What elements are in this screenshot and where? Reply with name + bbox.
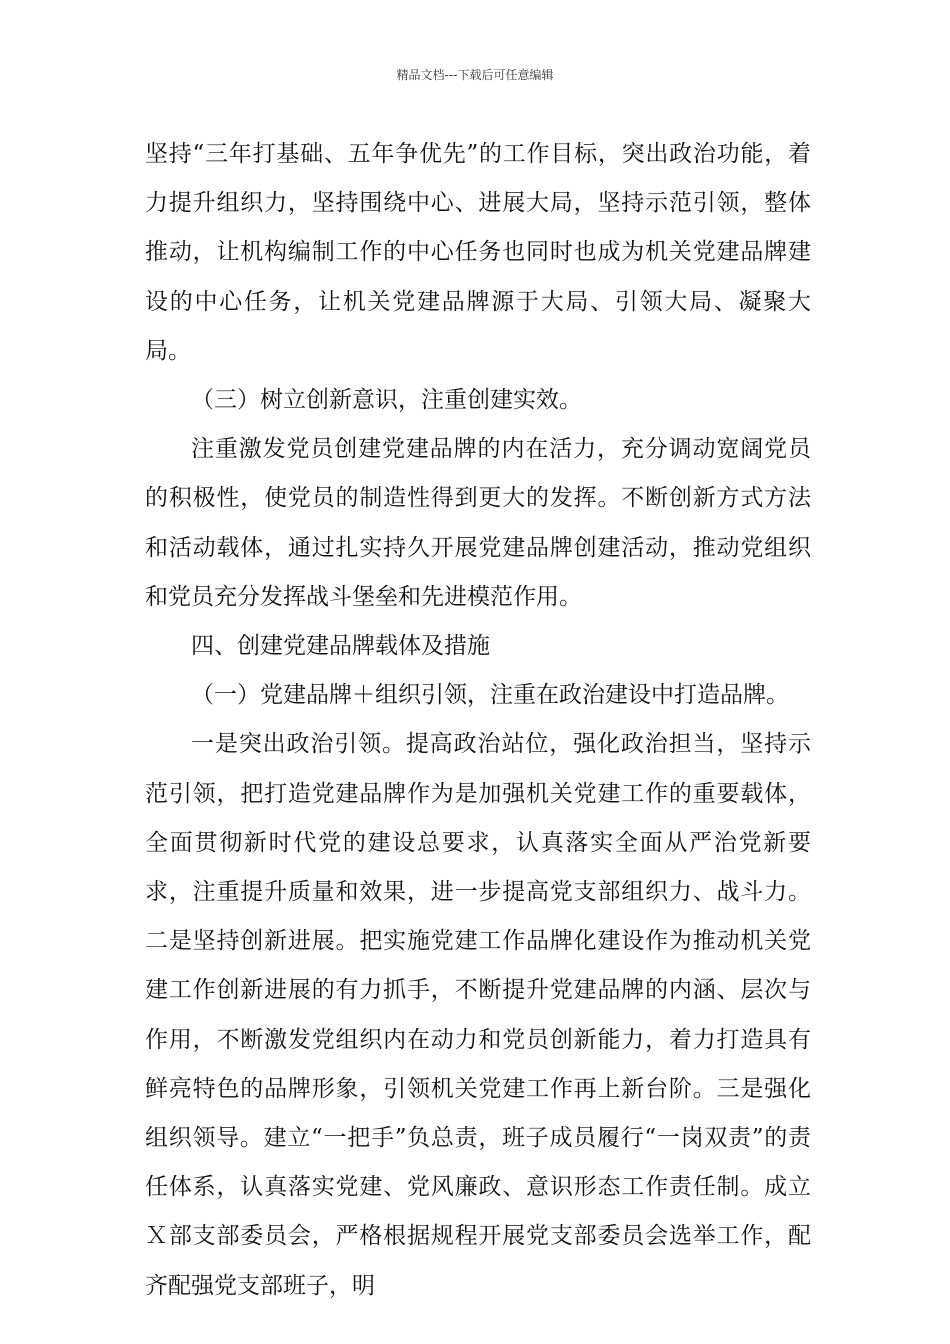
page-header: 精品文档---下载后可任意编辑	[396, 68, 554, 82]
paragraph: 注重激发党员创建党建品牌的内在活力，充分调动宽阔党员的积极性，使党员的制造性得到更大的发挥。不断创新方式方法和活动载体，通过扎实持久开展党建品牌创建活动，推动党组织和党员充分发挥战斗堡垒和先进模范作用。	[145, 436, 811, 610]
subsection-heading: （一）党建品牌＋组织引领，注重在政治建设中打造品牌。	[191, 682, 789, 709]
paragraph: 坚持“三年打基础、五年争优先”的工作目标，突出政治功能，着力提升组织力，坚持围绕中心、进展大局，坚持示范引领，整体推动，让机构编制工作的中心任务也同时也成为机关党建品牌建设的中心任务，让机关党建品牌源于大局、引领大局、凝聚大局。	[145, 141, 811, 364]
section-heading: 四、创建党建品牌载体及措施	[191, 633, 490, 660]
paragraph: 一是突出政治引领。提高政治站位，强化政治担当，坚持示范引领，把打造党建品牌作为是加强机关党建工作的重要载体，全面贯彻新时代党的建设总要求，认真落实全面从严治党新要求，注重提升质量和效果，进一步提高党支部组织力、战斗力。二是坚持创新进展。把实施党建工作品牌化建设作为推动机关党建工作创新进展的有力抓手，不断提升党建品牌的内涵、层次与作用，不断激发党组织内在动力和党员创新能力，着力打造具有鲜亮特色的品牌形象，引领机关党建工作再上新台阶。三是强化组织领导。建立“一把手”负总责，班子成员履行“一岗双责”的责任体系，认真落实党建、党风廉政、意识形态工作责任制。成立Ｘ部支部委员会，严格根据规程开展党支部委员会选举工作，配齐配强党支部班子，明	[145, 731, 811, 1299]
section-heading: （三）树立创新意识，注重创建实效。	[191, 387, 582, 414]
document-body	[145, 130, 811, 1311]
